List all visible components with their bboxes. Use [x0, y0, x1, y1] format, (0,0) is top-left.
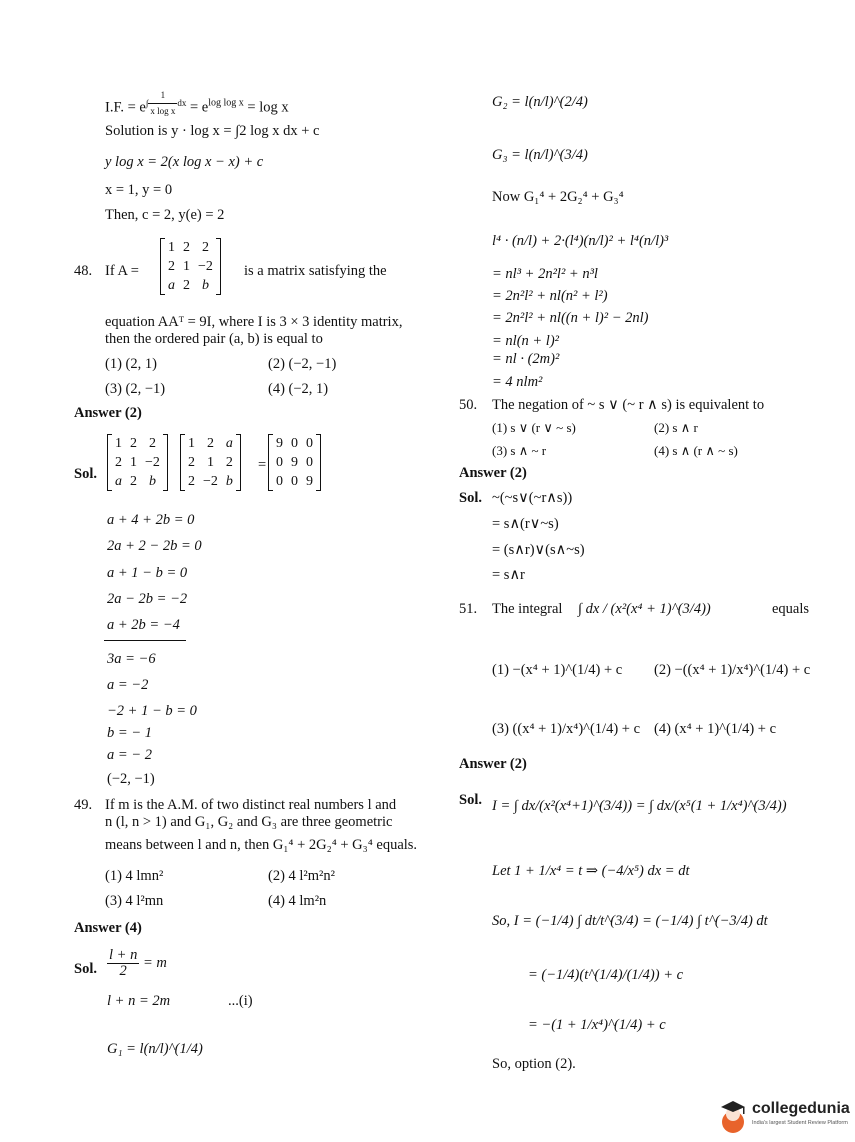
q51-so: So, I = (−1/4) ∫ dt/t^(3/4) = (−1/4) ∫ t^(−3/4) dt [492, 913, 768, 929]
if-mid: = e [186, 99, 209, 116]
q49-frac-den: 2 [119, 963, 127, 979]
q51-s1: I = ∫ dx/(x²(x⁴+1)^(3/4)) = ∫ dx/(x⁵(1 + 1/x⁴)^(3/4)) [492, 798, 787, 814]
q49-frac [107, 948, 167, 979]
q50-option-2: (2) s ∧ r [654, 420, 698, 435]
g1-eq: G₁ = l(n/l)^(1/4) [107, 1041, 203, 1057]
brand-name: collegedunia [752, 1100, 850, 1117]
q48-sol-label: Sol. [74, 466, 97, 482]
if-line: I.F. = $e^{\int \frac{1}{\text{x log x}} dx} = e^{log log x} = \log x$ [105, 90, 289, 116]
q50-s1: ~(~s∨(~r∧s)) [492, 490, 573, 506]
if-label: I.F. = [105, 99, 140, 116]
q51-equals: equals [772, 601, 810, 617]
q49-tag: ...(i) [228, 993, 253, 1009]
q50-s3: = (s∧r)∨(s∧~s) [492, 542, 585, 558]
q49-option-4: (4) 4 lm²n [268, 893, 327, 909]
q50-answer: Answer (2) [459, 465, 527, 481]
q50-option-3: (3) s ∧ ~ r [492, 443, 547, 458]
q51-number: 51. [459, 601, 478, 617]
q48-if-a: If A = [105, 263, 139, 279]
sum-rule [104, 640, 186, 641]
eq5: a + 2b = −4 [107, 617, 180, 633]
q50-text: The negation of ~ s ∨ (~ r ∧ s) is equivalent to [492, 397, 765, 413]
q49-option-3: (3) 4 l²mn [105, 893, 164, 909]
q49-option-1: (1) 4 lmn² [105, 868, 164, 884]
eq4: 2a − 2b = −2 [107, 591, 188, 607]
q48-text2: equation AAᵀ = 9I, where I is 3 × 3 identity matrix, [105, 314, 403, 330]
r1: = nl³ + 2n²l² + n³l [492, 266, 598, 282]
q49-answer: Answer (4) [74, 920, 142, 936]
eq6: 3a = −6 [107, 651, 156, 667]
collegedunia-logo[interactable] [716, 1098, 850, 1138]
eq9: b = − 1 [107, 725, 152, 741]
if-end: = log x [243, 99, 289, 116]
r4: = nl(n + l)² [492, 333, 560, 349]
brand-tagline: India's largest Student Review Platform [752, 1120, 848, 1126]
q49-option-2: (2) 4 l²m²n² [268, 868, 336, 884]
q51-s2: = (−1/4)(t^(1/4)/(1/4)) + c [528, 967, 684, 983]
q51-option-2: (2) −((x⁴ + 1)/x⁴)^(1/4) + c [654, 662, 811, 678]
r2: = 2n²l² + nl(n² + l²) [492, 288, 608, 304]
r6: = 4 nlm² [492, 374, 543, 390]
q51-option-1: (1) −(x⁴ + 1)^(1/4) + c [492, 662, 623, 678]
r3: = 2n²l² + nl((n + l)² − 2nl) [492, 310, 649, 326]
q51-answer: Answer (2) [459, 756, 527, 772]
eq7: a = −2 [107, 677, 149, 693]
g2-eq: G₂ = l(n/l)^(2/4) [492, 94, 588, 110]
q50-s2: = s∧(r∨~s) [492, 516, 559, 532]
q48-matrix: 1 2 2 2 1 −2 a 2 b [160, 238, 221, 295]
solution-is: Solution is y · log x = ∫2 log x dx + c [105, 123, 320, 139]
q48-option-1: (1) (2, 1) [105, 356, 157, 372]
q48-option-2: (2) (−2, −1) [268, 356, 337, 372]
q51-s3: = −(1 + 1/x⁴)^(1/4) + c [528, 1017, 666, 1033]
eq10: a = − 2 [107, 747, 152, 763]
q51-sol-label: Sol. [459, 792, 482, 808]
if-sup: log log x [208, 97, 244, 109]
eq1: a + 4 + 2b = 0 [107, 512, 195, 528]
if-exp: ∫ 1 x log x dx [145, 90, 187, 116]
q50-option-4: (4) s ∧ (r ∧ ~ s) [654, 443, 738, 458]
sol-matrix-1: 1 2 2 2 1 −2 a 2 b [107, 434, 168, 491]
q51-option-3: (3) ((x⁴ + 1)/x⁴)^(1/4) + c [492, 721, 641, 737]
q49-sol-label: Sol. [74, 961, 97, 977]
q51-text: The integral [492, 601, 563, 617]
student-mascot-icon [716, 1098, 750, 1136]
q51-integral: ∫ dx / (x²(x⁴ + 1)^(3/4)) [578, 601, 711, 617]
q51-final: So, option (2). [492, 1056, 576, 1072]
q48-answer: Answer (2) [74, 405, 142, 421]
q48-number: 48. [74, 263, 93, 279]
eq8: −2 + 1 − b = 0 [107, 703, 197, 719]
q49-line3: means between l and n, then G₁⁴ + 2G₂⁴ + G₃⁴ equals. [105, 837, 418, 853]
expand-line: l⁴ · (n/l) + 2·(l⁴)(n/l)² + l⁴(n/l)³ [492, 233, 669, 249]
q49-frac-num: l + n [109, 947, 138, 963]
g3-eq: G₃ = l(n/l)^(3/4) [492, 147, 588, 163]
q49-line2: n (l, n > 1) and G₁, G₂ and G₃ are three geometric [105, 814, 393, 830]
q49-number: 49. [74, 797, 93, 813]
now-line: Now G₁⁴ + 2G₂⁴ + G₃⁴ [492, 189, 624, 205]
then-c: Then, c = 2, y(e) = 2 [105, 207, 225, 223]
q49-ln-eq: l + n = 2m [107, 993, 171, 1009]
q49-line1: If m is the A.M. of two distinct real numbers l and [105, 797, 397, 813]
q48-text3: then the ordered pair (a, b) is equal to [105, 331, 323, 347]
ylog-eq: y log x = 2(x log x − x) + c [105, 154, 264, 170]
eq2: 2a + 2 − 2b = 0 [107, 538, 202, 554]
eq11: (−2, −1) [107, 771, 155, 787]
q51-option-4: (4) (x⁴ + 1)^(1/4) + c [654, 721, 777, 737]
r5: = nl · (2m)² [492, 351, 560, 367]
q50-option-1: (1) s ∨ (r ∨ ~ s) [492, 420, 576, 435]
q48-option-4: (4) (−2, 1) [268, 381, 329, 397]
q51-let: Let 1 + 1/x⁴ = t ⇒ (−4/x⁵) dx = dt [492, 863, 690, 879]
q50-number: 50. [459, 397, 478, 413]
q48-text1: is a matrix satisfying the [244, 263, 387, 279]
q48-option-3: (3) (2, −1) [105, 381, 166, 397]
q50-s4: = s∧r [492, 567, 525, 583]
q50-sol-label: Sol. [459, 490, 482, 506]
equals-sign: = [258, 457, 267, 473]
q49-frac-eq: = m [142, 954, 167, 971]
eq3: a + 1 − b = 0 [107, 565, 188, 581]
sol-matrix-3: 9 0 0 0 9 0 0 0 9 [268, 434, 321, 491]
sol-matrix-2: 1 2 a 2 1 2 2 −2 b [180, 434, 241, 491]
x-y-values: x = 1, y = 0 [105, 182, 173, 198]
